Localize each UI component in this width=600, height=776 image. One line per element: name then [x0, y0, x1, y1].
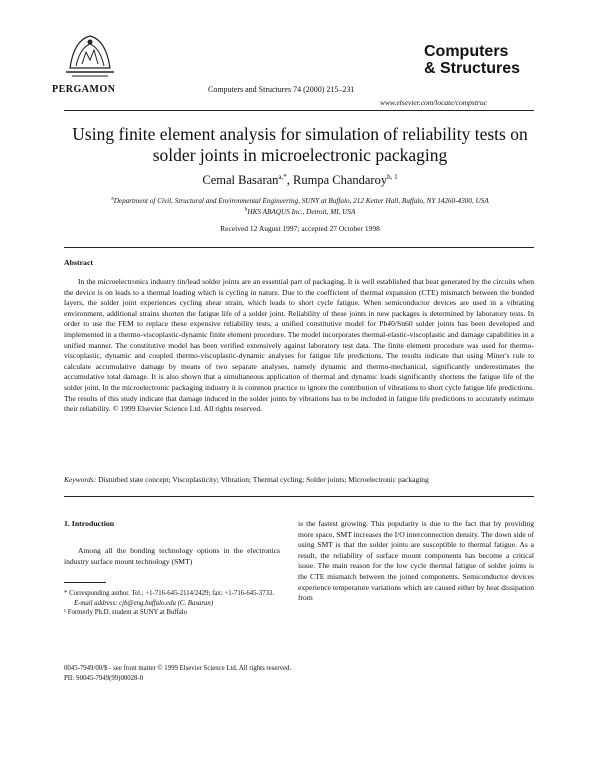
journal-reference: Computers and Structures 74 (2000) 215–231 — [208, 85, 355, 94]
footnote-rule — [64, 582, 106, 583]
intro-left-paragraph: Among all the bonding technology options in the electronics industry surface mount technology (SMT) — [64, 546, 280, 566]
affiliation-a-mark: a — [111, 195, 114, 202]
publisher-name: PERGAMON — [52, 84, 116, 95]
copyright-line: 0045-7949/00/$ - see front matter © 1999 Elsevier Science Ltd. All rights reserved. — [64, 665, 292, 672]
journal-website[interactable]: www.elsevier.com/locate/compstruc — [380, 98, 487, 107]
brand-line-2: & Structures — [424, 60, 521, 77]
author-2-marks: b, 1 — [387, 172, 398, 181]
affiliation-a-text: Department of Civil, Structural and Environmental Engineering, SUNY at Buffalo, 212 Ketter Hall, Buffalo, NY 14260-4300, USA — [113, 197, 489, 205]
article-title: Using finite element analysis for simulation of reliability tests on solder joints in microelectronic packaging — [72, 124, 528, 165]
pii-line: PII: S0045-7949(99)00028-0 — [64, 674, 144, 682]
received-dates: Received 12 August 1997; accepted 27 October 1998 — [220, 224, 380, 233]
affiliation-b-text: HKS ABAQUS Inc., Detroit, MI, USA — [247, 208, 356, 216]
footnote-former: ¹ Formerly Ph.D. student at SUNY at Buffalo — [64, 609, 188, 617]
author-1-marks: a,* — [278, 172, 287, 181]
affiliation-a — [60, 197, 540, 205]
intro-right-paragraph: is the fastest growing. This popularity is due to the fact that by providing more space, SMT increases the I/O interconnection density. The down side of using SMT is that the solder joints are susceptible to thermal fatigue. As a result, the reliability of surface mount components has become a critical issue. The main reason for the low cycle thermal fatigue of solder joints is the CTE mismatch between the joined components. Semiconductor devices experience temperature variations which are caused either by heat dissipation from — [298, 519, 534, 603]
author-line — [60, 173, 540, 188]
abstract-text: In the microelectronics industry tin/lead solder joints are an essential part of packaging. It is well established that heat generated by the circuits when the device is on leads to a thermal loading which is cycling in nature. Due to the coefficient of thermal expansion (CTE) mismatch between the bonded layers, the solder joint experiences cycling shear strain, which leads to short cycle fatigue. When semiconductor devices are used in a vibrating environment, additional strains shorten the fatigue life of a solder joint. Reliability of these joints in new packages is determined by laboratory tests. In order to use the FEM to replace these expensive reliability tests, a unified constitutive model for Pb40/Sn60 solder joints has been developed and implemented in a thermo-viscoplastic-dynamic finite element procedure. The model incorporates thermal-elastic-viscoplastic and damage capabilities in a unified manner. The constitutive model has been verified extensively against laboratory test data. The finite element procedure was used for thermo-viscoplastic, dynamic and coupled thermo-viscoplastic-dynamic analyses for fatigue life predictions. The results indicate that using Miner's rule to calculate accumulative damage by means of two separate analyses, namely dynamic and thermo-mechanical, significantly underestimates the accumulative total damage. It is also shown that a simultaneous application of thermal and dynamic loads significantly shortens the fatigue life of the solder joint. In the microelectronic packaging industry it is common practice to ignore the contribution of vibrations to short cycle fatigue life predictions. The results of this study indicate that damage induced in the solder joints by vibrations has to be included in fatigue life predictions to accurately estimate their reliability. © 1999 Elsevier Science Ltd. All rights reserved. — [64, 277, 534, 414]
abstract-top-rule — [64, 247, 534, 248]
affiliation-b-mark: b — [244, 206, 248, 213]
copyright-block — [64, 664, 291, 683]
journal-brand — [424, 43, 520, 77]
brand-line-1: Computers — [424, 43, 509, 60]
keywords — [64, 475, 534, 484]
pergamon-logo-icon — [62, 30, 118, 82]
footnote-email: E-mail address: cjb@eng.buffalo.edu (C. Basaran) — [74, 599, 214, 607]
section-heading-introduction: 1. Introduction — [64, 519, 115, 528]
keywords-list: Disturbed state concept; Viscoplasticity; Vibration; Thermal cycling; Solder joints; Microelectronic packaging — [98, 475, 429, 484]
header-rule — [64, 110, 534, 111]
affiliation-b — [60, 208, 540, 216]
author-1: Cemal Basaran — [202, 173, 279, 187]
footnotes — [64, 589, 280, 618]
keywords-label: Keywords: — [64, 475, 97, 484]
abstract-bottom-rule — [64, 496, 534, 497]
abstract-heading: Abstract — [64, 258, 94, 267]
author-separator: , — [286, 173, 294, 187]
footnote-corresponding: * Corresponding author. Tel.: +1-716-645-2114/2429; fax: +1-716-645-3733. — [64, 590, 275, 597]
author-2: Rumpa Chandaroy — [293, 173, 388, 187]
